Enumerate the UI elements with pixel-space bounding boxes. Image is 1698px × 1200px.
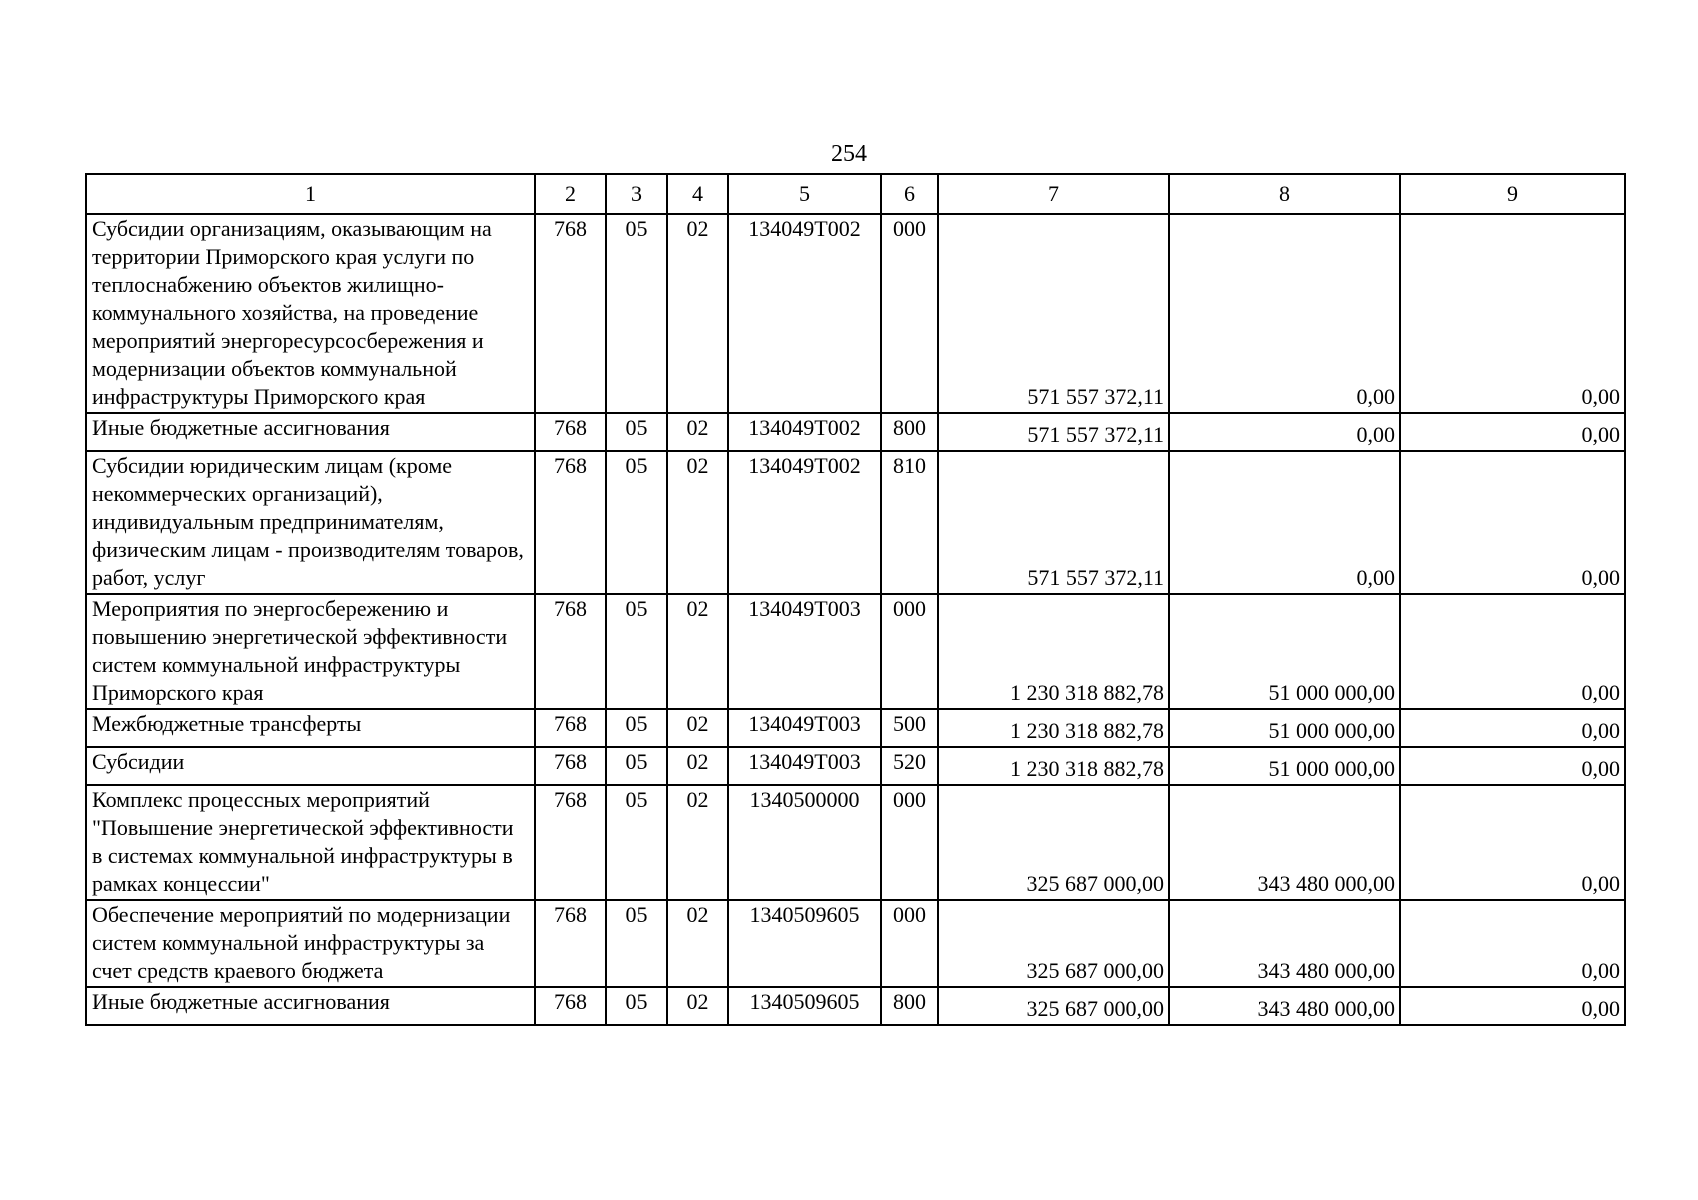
amount-col9-cell: 0,00 xyxy=(1400,900,1625,987)
admin-code-cell: 768 xyxy=(535,214,606,413)
amount-col7-cell: 571 557 372,11 xyxy=(938,413,1169,451)
table-row xyxy=(86,785,1625,900)
amount-col7-cell: 571 557 372,11 xyxy=(938,451,1169,594)
subsection-code-cell: 02 xyxy=(667,900,728,987)
admin-code-cell: 768 xyxy=(535,785,606,900)
expense-type-cell: 810 xyxy=(881,451,938,594)
row-name-cell: Субсидии xyxy=(86,747,535,785)
column-header: 9 xyxy=(1400,174,1625,214)
amount-col8-cell: 51 000 000,00 xyxy=(1169,747,1400,785)
section-code-cell: 05 xyxy=(606,594,667,709)
amount-col9-cell: 0,00 xyxy=(1400,785,1625,900)
row-name-cell: Субсидии организациям, оказывающим на территории Приморского края услуги по теплоснабжению объектов жилищно-коммунального хозяйства, на проведение мероприятий энергоресурсосбережения и модернизации объектов коммунальной инфраструктуры Приморского края xyxy=(86,214,535,413)
admin-code-cell: 768 xyxy=(535,709,606,747)
amount-col9-cell: 0,00 xyxy=(1400,451,1625,594)
row-name-cell: Иные бюджетные ассигнования xyxy=(86,413,535,451)
target-article-cell: 134049Т003 xyxy=(728,594,881,709)
amount-col8-cell: 343 480 000,00 xyxy=(1169,987,1400,1025)
expense-type-cell: 000 xyxy=(881,214,938,413)
column-header: 6 xyxy=(881,174,938,214)
target-article-cell: 1340500000 xyxy=(728,785,881,900)
table-row xyxy=(86,747,1625,785)
target-article-cell: 134049Т003 xyxy=(728,747,881,785)
column-header: 8 xyxy=(1169,174,1400,214)
expense-type-cell: 000 xyxy=(881,785,938,900)
section-code-cell: 05 xyxy=(606,900,667,987)
admin-code-cell: 768 xyxy=(535,987,606,1025)
amount-col9-cell: 0,00 xyxy=(1400,413,1625,451)
table-header-row xyxy=(86,174,1625,214)
column-header: 4 xyxy=(667,174,728,214)
amount-col8-cell: 0,00 xyxy=(1169,214,1400,413)
amount-col7-cell: 325 687 000,00 xyxy=(938,987,1169,1025)
subsection-code-cell: 02 xyxy=(667,709,728,747)
amount-col9-cell: 0,00 xyxy=(1400,987,1625,1025)
subsection-code-cell: 02 xyxy=(667,987,728,1025)
table-row xyxy=(86,413,1625,451)
section-code-cell: 05 xyxy=(606,709,667,747)
expense-type-cell: 500 xyxy=(881,709,938,747)
target-article-cell: 1340509605 xyxy=(728,987,881,1025)
subsection-code-cell: 02 xyxy=(667,451,728,594)
column-header: 1 xyxy=(86,174,535,214)
table-row xyxy=(86,987,1625,1025)
expense-type-cell: 800 xyxy=(881,413,938,451)
section-code-cell: 05 xyxy=(606,413,667,451)
target-article-cell: 1340509605 xyxy=(728,900,881,987)
subsection-code-cell: 02 xyxy=(667,214,728,413)
table-row xyxy=(86,214,1625,413)
amount-col7-cell: 1 230 318 882,78 xyxy=(938,594,1169,709)
row-name-cell: Обеспечение мероприятий по модернизации систем коммунальной инфраструктуры за счет средств краевого бюджета xyxy=(86,900,535,987)
page-number: 254 xyxy=(831,141,867,167)
amount-col9-cell: 0,00 xyxy=(1400,594,1625,709)
subsection-code-cell: 02 xyxy=(667,785,728,900)
table-row xyxy=(86,594,1625,709)
target-article-cell: 134049Т002 xyxy=(728,451,881,594)
budget-table xyxy=(85,173,1626,1026)
admin-code-cell: 768 xyxy=(535,900,606,987)
amount-col8-cell: 51 000 000,00 xyxy=(1169,594,1400,709)
row-name-cell: Мероприятия по энергосбережению и повышению энергетической эффективности систем коммунальной инфраструктуры Приморского края xyxy=(86,594,535,709)
admin-code-cell: 768 xyxy=(535,594,606,709)
amount-col8-cell: 51 000 000,00 xyxy=(1169,709,1400,747)
subsection-code-cell: 02 xyxy=(667,594,728,709)
amount-col8-cell: 0,00 xyxy=(1169,413,1400,451)
row-name-cell: Субсидии юридическим лицам (кроме некоммерческих организаций), индивидуальным предпринимателям, физическим лицам - производителям товаров, работ, услуг xyxy=(86,451,535,594)
section-code-cell: 05 xyxy=(606,451,667,594)
admin-code-cell: 768 xyxy=(535,413,606,451)
amount-col8-cell: 343 480 000,00 xyxy=(1169,785,1400,900)
amount-col7-cell: 1 230 318 882,78 xyxy=(938,747,1169,785)
section-code-cell: 05 xyxy=(606,785,667,900)
expense-type-cell: 800 xyxy=(881,987,938,1025)
subsection-code-cell: 02 xyxy=(667,747,728,785)
section-code-cell: 05 xyxy=(606,214,667,413)
section-code-cell: 05 xyxy=(606,987,667,1025)
target-article-cell: 134049Т002 xyxy=(728,214,881,413)
amount-col8-cell: 0,00 xyxy=(1169,451,1400,594)
amount-col8-cell: 343 480 000,00 xyxy=(1169,900,1400,987)
expense-type-cell: 000 xyxy=(881,900,938,987)
table-row xyxy=(86,900,1625,987)
target-article-cell: 134049Т002 xyxy=(728,413,881,451)
amount-col7-cell: 571 557 372,11 xyxy=(938,214,1169,413)
admin-code-cell: 768 xyxy=(535,451,606,594)
section-code-cell: 05 xyxy=(606,747,667,785)
subsection-code-cell: 02 xyxy=(667,413,728,451)
target-article-cell: 134049Т003 xyxy=(728,709,881,747)
row-name-cell: Иные бюджетные ассигнования xyxy=(86,987,535,1025)
table-row xyxy=(86,709,1625,747)
table-row xyxy=(86,451,1625,594)
column-header: 7 xyxy=(938,174,1169,214)
expense-type-cell: 520 xyxy=(881,747,938,785)
expense-type-cell: 000 xyxy=(881,594,938,709)
amount-col9-cell: 0,00 xyxy=(1400,747,1625,785)
amount-col7-cell: 325 687 000,00 xyxy=(938,900,1169,987)
row-name-cell: Комплекс процессных мероприятий "Повышение энергетической эффективности в системах коммунальной инфраструктуры в рамках концессии" xyxy=(86,785,535,900)
row-name-cell: Межбюджетные трансферты xyxy=(86,709,535,747)
column-header: 5 xyxy=(728,174,881,214)
admin-code-cell: 768 xyxy=(535,747,606,785)
column-header: 2 xyxy=(535,174,606,214)
amount-col7-cell: 325 687 000,00 xyxy=(938,785,1169,900)
amount-col9-cell: 0,00 xyxy=(1400,709,1625,747)
amount-col7-cell: 1 230 318 882,78 xyxy=(938,709,1169,747)
column-header: 3 xyxy=(606,174,667,214)
amount-col9-cell: 0,00 xyxy=(1400,214,1625,413)
